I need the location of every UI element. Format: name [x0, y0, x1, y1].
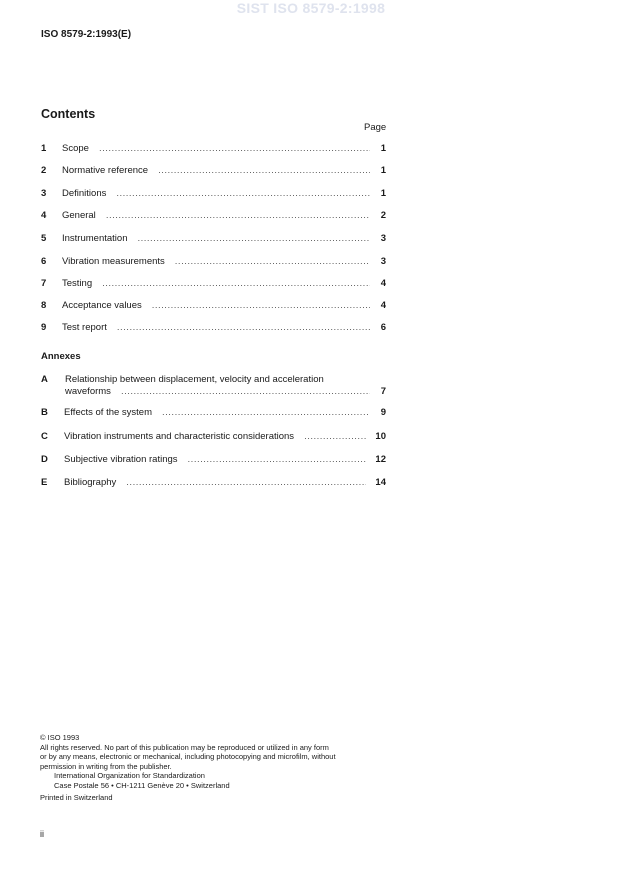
toc-entry-7[interactable]	[41, 278, 386, 294]
toc-leader-dots	[152, 300, 370, 311]
toc-leader-dots	[126, 477, 366, 488]
rights-line: permission in writing from the publisher.	[40, 761, 172, 771]
annex-letter: B	[41, 407, 48, 418]
toc-title: Scope	[62, 143, 89, 154]
toc-number: 1	[41, 143, 47, 154]
toc-leader-dots	[117, 322, 370, 333]
toc-annex-e[interactable]	[41, 477, 386, 493]
toc-leader-dots	[106, 210, 370, 221]
toc-annex-a[interactable]	[41, 374, 386, 397]
contents-title: Contents	[41, 107, 96, 121]
toc-leader-dots	[304, 431, 366, 442]
toc-leader-dots	[158, 165, 370, 176]
organization-address: Case Postale 56 • CH-1211 Genève 20 • Switzerland	[54, 780, 230, 790]
copyright-line: © ISO 1993	[40, 733, 80, 742]
toc-title: Test report	[62, 322, 107, 333]
toc-title: General	[62, 210, 96, 221]
toc-entry-6[interactable]	[41, 256, 386, 272]
rights-line: All rights reserved. No part of this publication may be reproduced or utilized in any form	[40, 742, 329, 752]
toc-entry-5[interactable]	[41, 233, 386, 249]
toc-entry-3[interactable]	[41, 188, 386, 204]
annex-title: Subjective vibration ratings	[64, 454, 178, 465]
toc-entry-8[interactable]	[41, 300, 386, 316]
toc-page: 1	[380, 188, 386, 199]
toc-leader-dots	[102, 278, 370, 289]
toc-page: 1	[380, 143, 386, 154]
toc-annex-b[interactable]	[41, 407, 386, 423]
toc-entry-2[interactable]	[41, 165, 386, 181]
toc-title: Definitions	[62, 188, 107, 199]
page-folio: ii	[40, 829, 44, 839]
toc-leader-dots	[175, 256, 370, 267]
toc-page: 1	[380, 165, 386, 176]
annex-letter: C	[41, 431, 48, 442]
toc-number: 5	[41, 233, 47, 244]
annex-title: Vibration instruments and characteristic considerations	[64, 431, 295, 442]
watermark: SIST ISO 8579-2:1998	[236, 0, 386, 16]
toc-number: 2	[41, 165, 47, 176]
annex-title-line1: Relationship between displacement, velocity and acceleration	[65, 374, 324, 385]
rights-line: or by any means, electronic or mechanical, including photocopying and microfilm, without	[40, 752, 336, 761]
annexes-title: Annexes	[41, 351, 81, 362]
toc-entry-9[interactable]	[41, 322, 386, 338]
toc-leader-dots	[121, 386, 370, 397]
document-header: ISO 8579-2:1993(E)	[41, 29, 132, 40]
toc-title: Testing	[62, 278, 93, 289]
toc-number: 4	[41, 210, 47, 221]
toc-title: Normative reference	[62, 165, 149, 176]
toc-title: Instrumentation	[62, 233, 128, 244]
toc-leader-dots	[162, 407, 370, 418]
toc-number: 7	[41, 278, 47, 289]
toc-page: 4	[380, 278, 386, 289]
toc-entry-1[interactable]	[41, 143, 386, 159]
annex-page: 14	[375, 477, 386, 488]
annex-title: Bibliography	[64, 477, 117, 488]
copyright-notice	[40, 733, 390, 803]
toc-annex-c[interactable]	[41, 431, 386, 447]
toc-number: 9	[41, 322, 47, 333]
annex-letter: D	[41, 454, 48, 465]
annex-page: 7	[380, 386, 386, 397]
toc-leader-dots	[116, 188, 370, 199]
annex-page: 9	[380, 407, 386, 418]
annex-letter: E	[41, 477, 48, 488]
toc-page: 2	[380, 210, 386, 221]
toc-page: 3	[380, 233, 386, 244]
annex-title-line2: waveforms	[65, 386, 111, 397]
toc-annex-d[interactable]	[41, 454, 386, 470]
toc-title: Vibration measurements	[62, 256, 165, 267]
toc-number: 6	[41, 256, 47, 267]
page-column-label: Page	[364, 122, 387, 133]
annex-letter: A	[41, 374, 48, 385]
toc-entry-4[interactable]	[41, 210, 386, 226]
organization-name: International Organization for Standardization	[54, 771, 205, 780]
toc-page: 3	[380, 256, 386, 267]
toc-leader-dots	[137, 233, 370, 244]
annex-page: 12	[375, 454, 386, 465]
toc-page: 6	[380, 322, 386, 333]
annex-title: Effects of the system	[64, 407, 153, 418]
toc-page: 4	[380, 300, 386, 311]
toc-number: 8	[41, 300, 47, 311]
printed-in: Printed in Switzerland	[40, 793, 113, 802]
toc-number: 3	[41, 188, 47, 199]
toc-title: Acceptance values	[62, 300, 142, 311]
toc-leader-dots	[99, 143, 370, 154]
toc-leader-dots	[188, 454, 366, 465]
annex-page: 10	[375, 431, 386, 442]
